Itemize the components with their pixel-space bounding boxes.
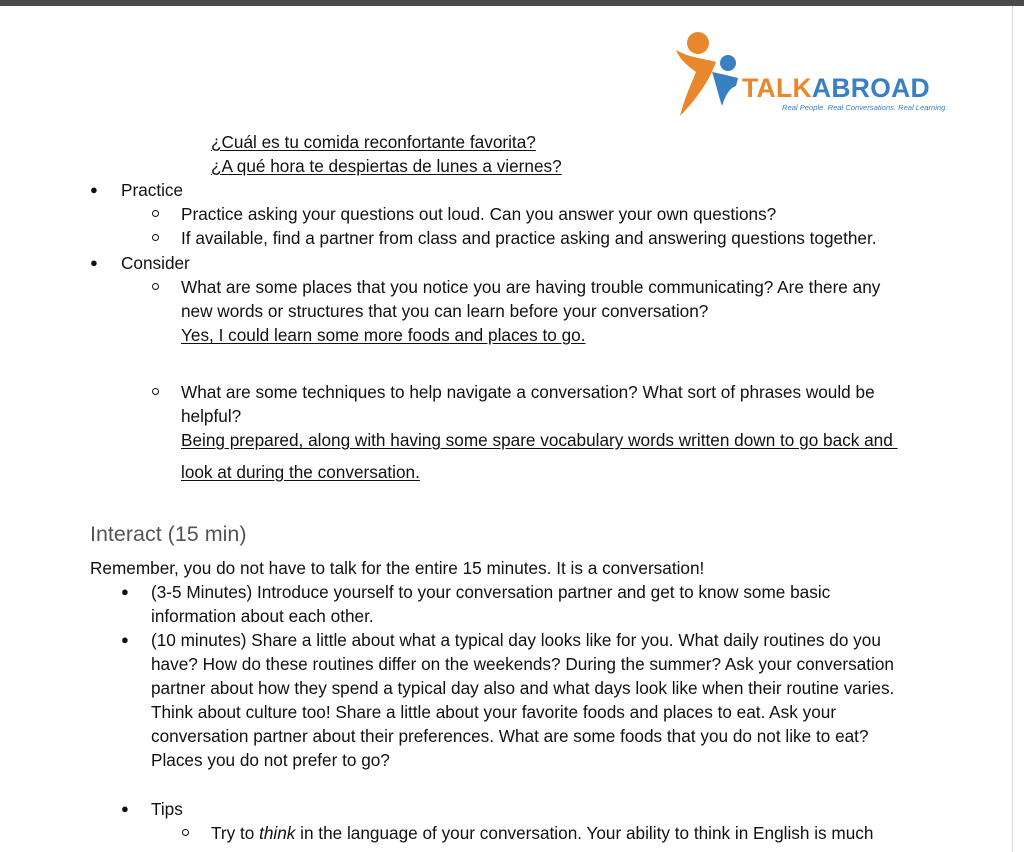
list-item: Try to think in the language of your conversation. Your ability to think in English is much	[211, 823, 874, 843]
circle-bullet-icon	[182, 829, 189, 836]
bullet-dot: ●	[90, 255, 98, 270]
consider-label: Consider	[121, 253, 190, 273]
list-item-continued: information about each other.	[151, 606, 374, 626]
list-item: What are some techniques to help navigate a conversation? What sort of phrases would be	[181, 382, 875, 402]
list-item-continued: conversation partner about their preferences. What are some foods that you do not like to eat?	[151, 726, 869, 746]
page-edge	[1012, 6, 1013, 852]
question-line: ¿A qué hora te despiertas de lunes a viernes?	[211, 156, 562, 176]
circle-bullet-icon	[152, 283, 159, 290]
list-item-continued: new words or structures that you can learn before your conversation?	[181, 301, 709, 321]
answer-line: look at during the conversation.	[181, 462, 420, 482]
section-heading: Interact (15 min)	[90, 522, 247, 546]
question-line: ¿Cuál es tu comida reconfortante favorita?	[211, 132, 536, 152]
list-item-continued: Places you do not prefer to go?	[151, 750, 390, 770]
bullet-dot: ●	[121, 801, 129, 816]
circle-bullet-icon	[152, 234, 159, 241]
list-item: What are some places that you notice you are having trouble communicating? Are there any	[181, 277, 881, 297]
window-top-bar	[0, 0, 1024, 6]
intro-paragraph: Remember, you do not have to talk for the entire 15 minutes. It is a conversation!	[90, 558, 705, 578]
bullet-dot: ●	[121, 584, 129, 599]
logo-wordmark: TALKABROAD	[742, 73, 930, 103]
logo-tagline: Real People. Real Conversations. Real Learning.	[782, 103, 948, 112]
list-item: (10 minutes) Share a little about what a typical day looks like for you. What daily routines do you	[151, 630, 881, 650]
list-item-continued: Think about culture too! Share a little about your favorite foods and places to eat. Ask your	[151, 702, 837, 722]
bullet-dot: ●	[90, 182, 98, 197]
practice-label: Practice	[121, 180, 184, 200]
list-item-continued: helpful?	[181, 406, 242, 426]
answer-line: Yes, I could learn some more foods and places to go.	[181, 325, 586, 345]
list-item: If available, find a partner from class and practice asking and answering questions together.	[181, 228, 877, 248]
tips-label: Tips	[151, 799, 183, 819]
list-item: Practice asking your questions out loud. Can you answer your own questions?	[181, 204, 777, 224]
list-item: (3-5 Minutes) Introduce yourself to your conversation partner and get to know some basic	[151, 582, 831, 602]
bullet-dot: ●	[121, 632, 129, 647]
answer-line: Being prepared, along with having some spare vocabulary words written down to go back and	[181, 430, 898, 450]
list-item-continued: partner about how they spend a typical day also and what days look like when their routine varies.	[151, 678, 895, 698]
circle-bullet-icon	[152, 388, 159, 395]
circle-bullet-icon	[152, 210, 159, 217]
list-item-continued: have? How do these routines differ on the weekends? During the summer? Ask your conversation	[151, 654, 894, 674]
